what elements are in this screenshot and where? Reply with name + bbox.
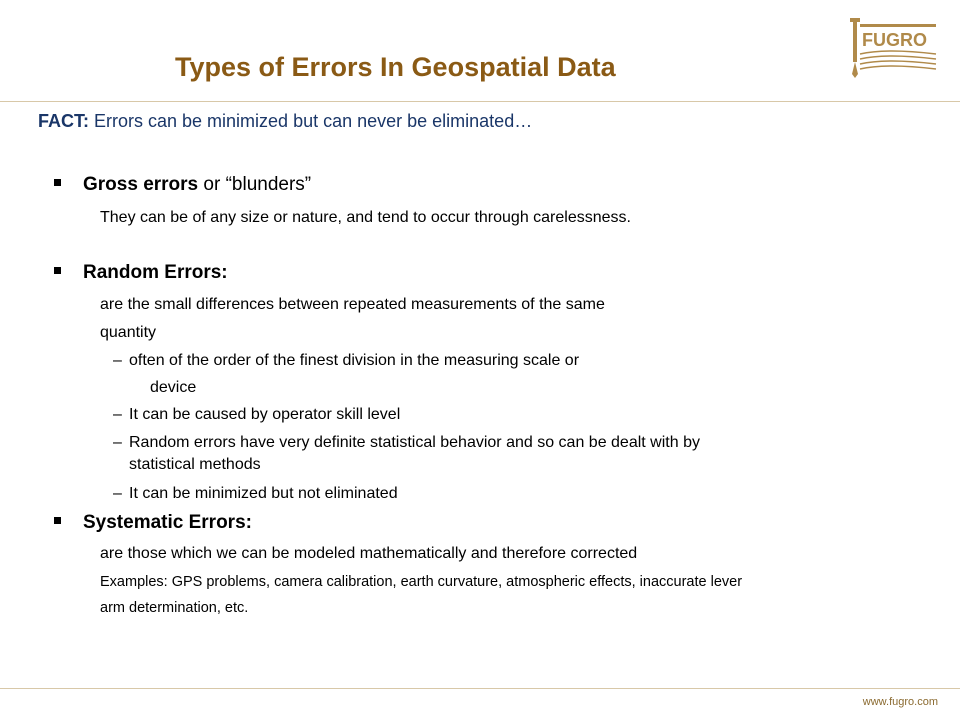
- bullet-random-errors: [54, 262, 228, 284]
- gross-errors-bold: Gross errors: [83, 174, 199, 195]
- random-desc-line1: are the small differences between repeated measurements of the same: [100, 296, 605, 313]
- footer-url: www.fugro.com: [862, 696, 938, 708]
- fact-line: [38, 111, 532, 132]
- random-desc-line2: quantity: [100, 324, 157, 341]
- gross-errors-rest: or “blunders”: [198, 174, 312, 195]
- fugro-logo-icon: [846, 16, 938, 80]
- random-dash-item-3: – Random errors have very definite statistical behavior and so can be dealt with by: [113, 434, 700, 451]
- random-dash-item-3-cont: statistical methods: [129, 456, 261, 473]
- top-divider: [0, 101, 960, 102]
- systematic-desc: are those which we can be modeled mathematically and therefore corrected: [100, 545, 638, 562]
- random-dash-item-1-cont: device: [150, 379, 197, 396]
- bullet-systematic-errors: [54, 512, 252, 534]
- fugro-logo: [846, 16, 938, 80]
- logo-text: FUGRO: [862, 30, 927, 50]
- bottom-divider: [0, 688, 960, 689]
- random-errors-heading: Random Errors:: [83, 262, 228, 283]
- square-bullet-icon: [54, 517, 61, 524]
- random-dash-item-1: – often of the order of the finest division in the measuring scale or: [113, 352, 580, 369]
- random-dash-item-2: – It can be caused by operator skill level: [113, 406, 401, 423]
- systematic-examples-line1: Examples: GPS problems, camera calibration, earth curvature, atmospheric effects, inaccurate lever: [100, 574, 743, 590]
- square-bullet-icon: [54, 179, 61, 186]
- random-dash-item-4: – It can be minimized but not eliminated: [113, 485, 398, 502]
- systematic-examples-line2: arm determination, etc.: [100, 600, 249, 616]
- slide-title: Types of Errors In Geospatial Data: [175, 52, 616, 82]
- gross-errors-desc: They can be of any size or nature, and tend to occur through carelessness.: [100, 209, 631, 226]
- bullet-gross-errors: [54, 174, 311, 196]
- square-bullet-icon: [54, 267, 61, 274]
- systematic-errors-heading: Systematic Errors:: [83, 512, 252, 533]
- fact-label: FACT:: [38, 111, 89, 131]
- fact-text: Errors can be minimized but can never be eliminated…: [89, 111, 533, 131]
